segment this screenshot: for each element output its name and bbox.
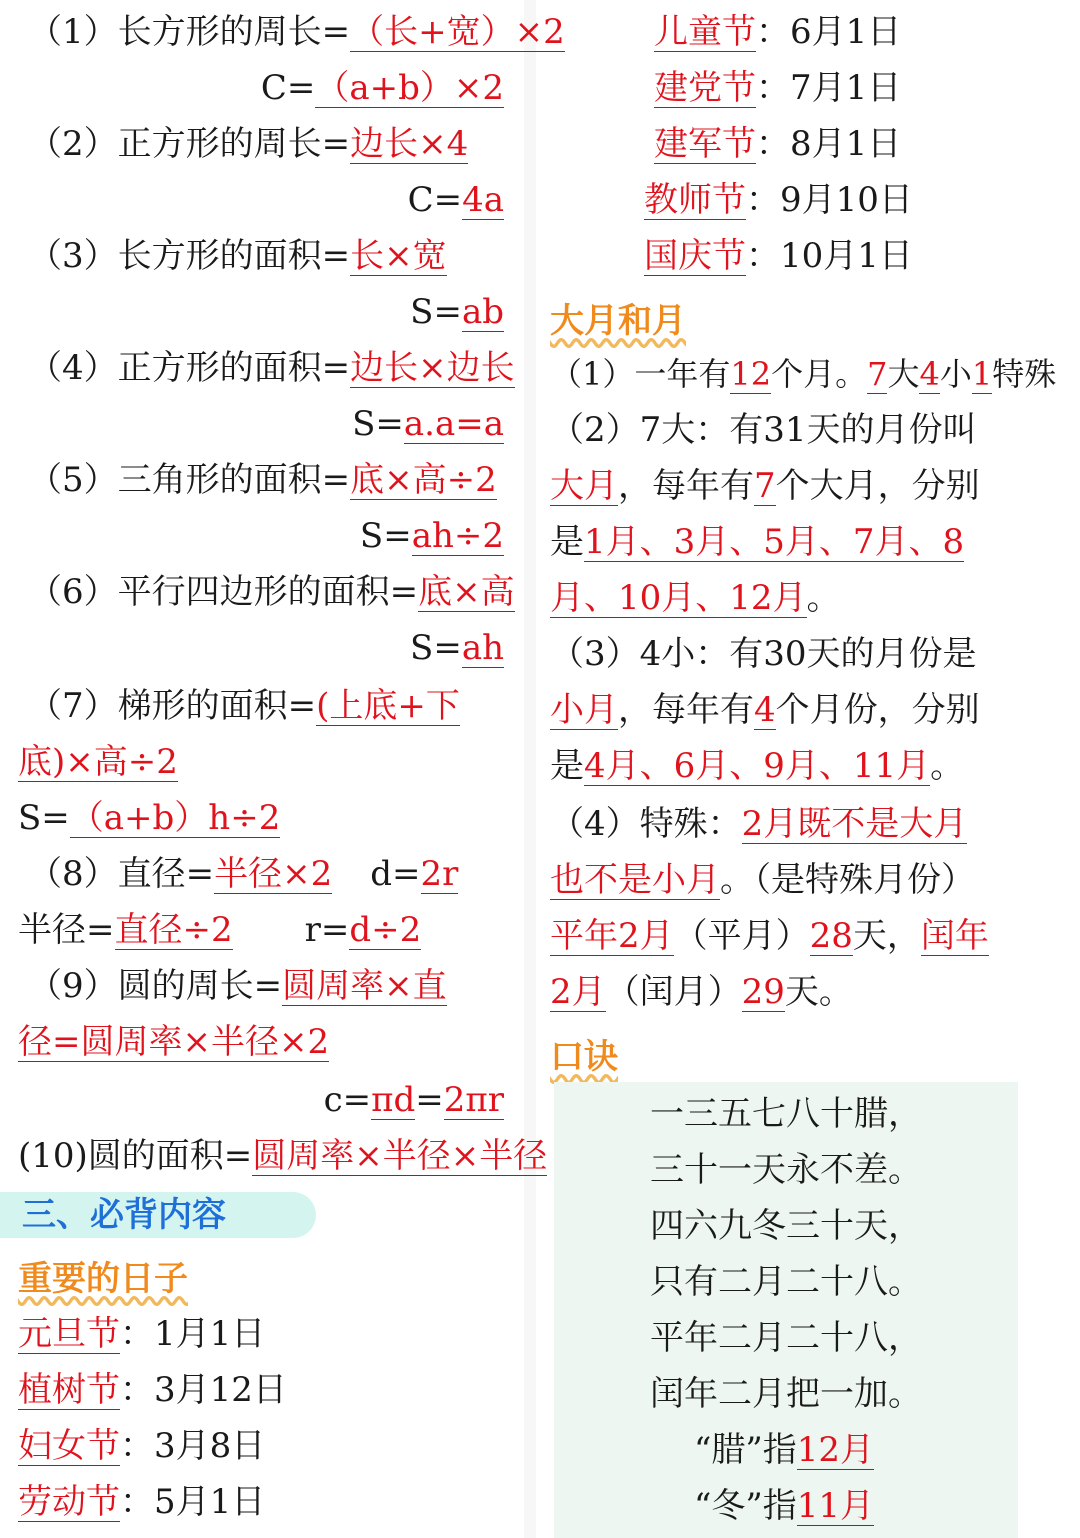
- formula-circle-area: (10)圆的面积=圆周率×半径×半径: [18, 1136, 548, 1176]
- months-para-2-line4: 月、10月、12月。: [550, 578, 841, 618]
- formula-square-area: （4）正方形的面积=边长×边长: [28, 348, 515, 388]
- formula-trapezoid-area-cont: 底)×高÷2: [18, 742, 178, 782]
- months-para-4-line2: 也不是小月。（是特殊月份）: [550, 860, 975, 900]
- formula-square-area-letters: S=a.a=a: [352, 404, 504, 444]
- rhyme-line: 三十一天永不差。: [650, 1150, 922, 1190]
- holiday-item: 国庆节：10月1日: [644, 236, 913, 276]
- holiday-item: 植树节：3月12日: [18, 1370, 287, 1410]
- formula-circle-circumference-letters: c=πd=2πr: [323, 1080, 504, 1120]
- formula-circle-circumference: （9）圆的周长=圆周率×直: [28, 966, 447, 1006]
- formula-rect-perimeter-letters: C=（a+b）×2: [260, 68, 504, 108]
- formula-circle-circumference-cont: 径=圆周率×半径×2: [18, 1022, 330, 1062]
- formula-trapezoid-area-letters: S=（a+b）h÷2: [18, 798, 281, 838]
- months-para-3-line1: （3）4小：有30天的月份是: [550, 634, 977, 674]
- rhyme-line: 闰年二月把一加。: [650, 1374, 922, 1414]
- months-para-3-line3: 是4月、6月、9月、11月。: [550, 746, 965, 786]
- holiday-item: 儿童节：6月1日: [654, 12, 902, 52]
- rhyme-heading: 口诀: [550, 1037, 618, 1077]
- rhyme-note-la: “腊”指12月: [694, 1430, 875, 1470]
- months-para-4-line1: （4）特殊：2月既不是大月: [550, 804, 968, 844]
- rhyme-line: 一三五七八十腊，: [650, 1094, 922, 1134]
- holiday-item: 教师节：9月10日: [644, 180, 913, 220]
- rhyme-line: 平年二月二十八，: [650, 1318, 922, 1358]
- formula-rect-area: （3）长方形的面积=长×宽: [28, 236, 447, 276]
- section-title: 三、必背内容: [0, 1192, 316, 1238]
- formula-radius: 半径=直径÷2 r=d÷2: [18, 910, 422, 950]
- months-para-4-line3: 平年2月（平月）28天，闰年: [550, 916, 989, 956]
- formula-square-perimeter-letters: C=4a: [407, 180, 504, 220]
- rhyme-line: 只有二月二十八。: [650, 1262, 922, 1302]
- holiday-item: 建党节：7月1日: [654, 68, 902, 108]
- rhyme-box: [554, 1082, 1018, 1538]
- formula-rect-perimeter: （1）长方形的周长=（长+宽）×2: [28, 12, 565, 52]
- holiday-item: 元旦节：1月1日: [18, 1314, 266, 1354]
- formula-triangle-area: （5）三角形的面积=底×高÷2: [28, 460, 497, 500]
- rhyme-line: 四六九冬三十天，: [650, 1206, 922, 1246]
- months-para-4-line4: 2月（闰月）29天。: [550, 972, 853, 1012]
- formula-diameter: （8）直径=半径×2 d=2r: [28, 854, 459, 894]
- holiday-item: 妇女节：3月8日: [18, 1426, 266, 1466]
- rhyme-note-dong: “冬”指11月: [694, 1486, 875, 1526]
- column-divider: [524, 0, 536, 1538]
- formula-trapezoid-area: （7）梯形的面积=(上底+下: [28, 686, 460, 726]
- months-heading: 大月和月: [550, 301, 686, 341]
- formula-rect-area-letters: S=ab: [410, 292, 504, 332]
- months-para-2-line1: （2）7大：有31天的月份叫: [550, 410, 977, 450]
- holiday-item: 劳动节：5月1日: [18, 1482, 266, 1522]
- months-para-2-line2: 大月，每年有7个大月，分别: [550, 466, 980, 506]
- holiday-item: 建军节：8月1日: [654, 124, 902, 164]
- months-para-3-line2: 小月，每年有4个月份，分别: [550, 690, 980, 730]
- months-para-2-line3: 是1月、3月、5月、7月、8: [550, 522, 965, 562]
- formula-parallelogram-area: （6）平行四边形的面积=底×高: [28, 572, 515, 612]
- formula-square-perimeter: （2）正方形的周长=边长×4: [28, 124, 469, 164]
- formula-parallelogram-area-letters: S=ah: [410, 628, 504, 668]
- important-days-heading: 重要的日子: [18, 1259, 188, 1299]
- formula-triangle-area-letters: S=ah÷2: [359, 516, 504, 556]
- months-para-1: （1）一年有12个月。7大4小1特殊: [550, 355, 1057, 393]
